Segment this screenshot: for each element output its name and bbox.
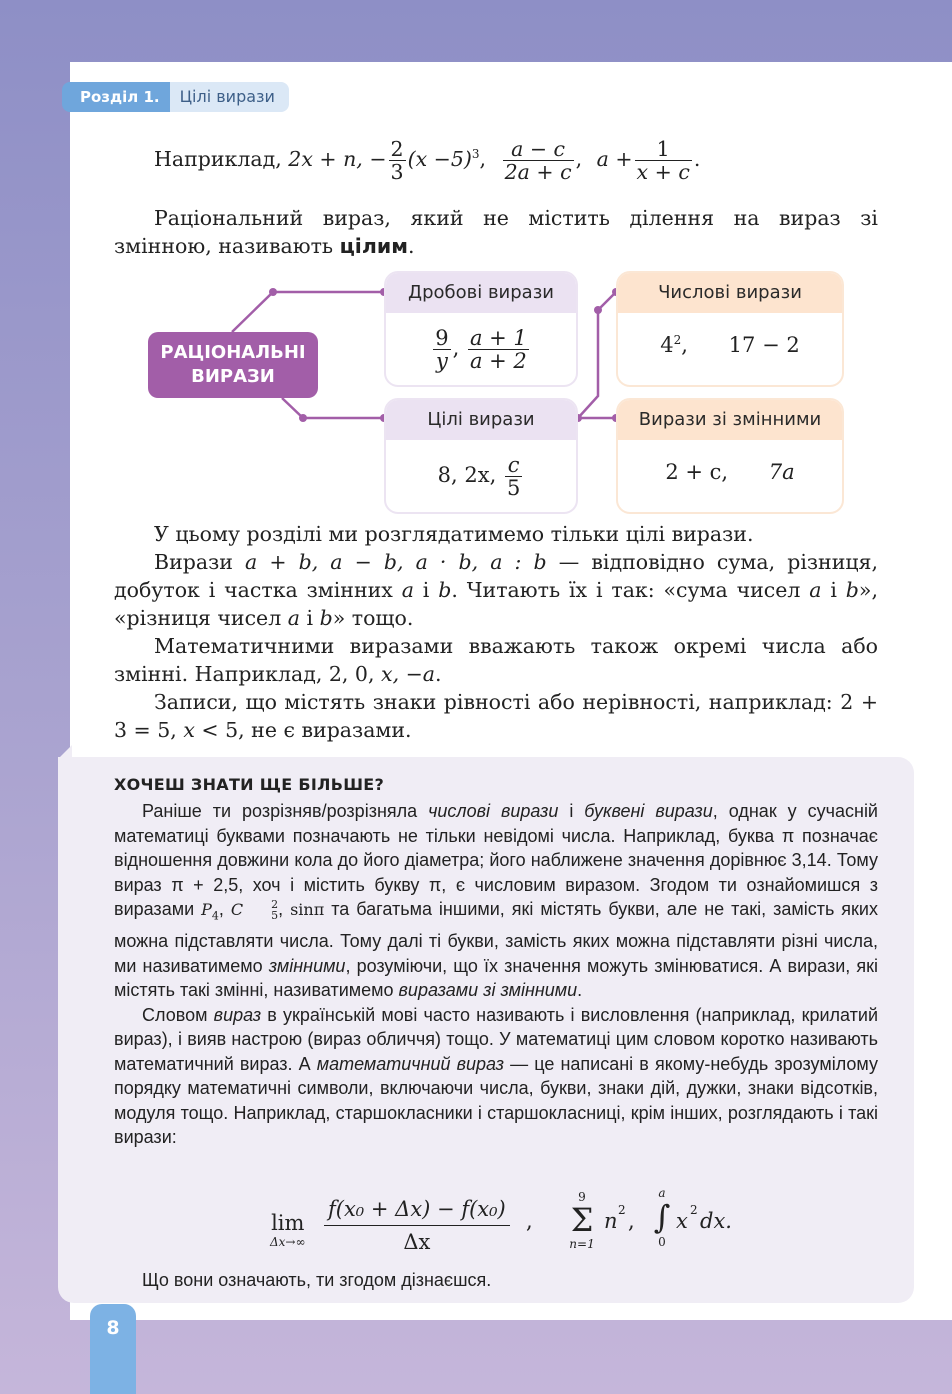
math-sub: 5 [271, 909, 279, 923]
classification-diagram [0, 0, 952, 520]
fraction-denominator: y [435, 349, 448, 373]
advanced-formulas [258, 1187, 818, 1267]
paragraph-4 [114, 688, 878, 744]
know-more-body [114, 799, 878, 1150]
variables-second: 7a [768, 460, 795, 484]
integer-expressions-box [384, 398, 578, 514]
topic-label: Цілі вирази [170, 82, 289, 112]
example-1: 2x + n, [288, 147, 363, 171]
integer-title: Цілі вирази [386, 400, 576, 440]
variables-first: 2 + c, [665, 460, 729, 484]
paragraph-2 [114, 548, 878, 632]
italic-run: виразами зі змінними [398, 980, 578, 1001]
definition-text: Раціональний вираз, який не містить ділення на вираз зі змінною, називають [114, 206, 878, 258]
integral-body: x [676, 1209, 688, 1233]
numeric-title: Числові вирази [618, 273, 842, 313]
text-run: , [218, 899, 231, 919]
connector-dot [269, 288, 277, 296]
fraction-numerator: 9 [435, 326, 449, 350]
integral-icon: ∫ [653, 1198, 671, 1236]
text-run: — це написані в якому-небудь зрозумілому порядку математичні символи, включаючи числа, букви, знаки дій, дужки, знаки відсотків, модуля тощо. Наприклад, старшокласники і старшокласниці, крім інших, розглядають і такі вирази: [114, 1053, 878, 1148]
fraction-c-5 [505, 454, 522, 499]
fraction-numerator: c [505, 454, 522, 477]
integral-exponent: 2 [690, 1203, 698, 1217]
limit-label: lim [271, 1211, 305, 1235]
sum-exponent: 2 [618, 1203, 626, 1217]
math-sub: 4 [211, 909, 219, 923]
root-line-1: РАЦІОНАЛЬНІ [160, 342, 306, 363]
numeric-examples [618, 313, 842, 357]
connector-dot [594, 306, 602, 314]
comma: , [681, 333, 688, 357]
know-more-box [58, 757, 914, 1303]
text-run: Раніше ти розрізняв/розрізняла [142, 801, 429, 821]
sigma-icon: Σ [570, 1201, 594, 1239]
paragraph-1 [114, 520, 878, 548]
math-run: b [845, 578, 859, 602]
text-run: » тощо. [332, 606, 414, 630]
example-2-tail: (x −5) [407, 147, 472, 171]
text-run: Вирази [154, 550, 246, 574]
integer-examples [386, 440, 576, 499]
italic-run: змінними [268, 955, 346, 976]
text-run: та багатьма іншими, які містять букви, але не такі, замість яких можна підставляти числа. Тому далі ті букви, замість яких можна підставляти різні числа, ми називатимемо [114, 899, 878, 976]
page-number: 8 [90, 1304, 136, 1394]
example-2-exponent: 3 [471, 147, 480, 162]
rational-expressions-node [148, 332, 318, 398]
integral-upper: a [658, 1186, 666, 1200]
sum-lower: n=1 [569, 1237, 595, 1251]
example-4-lead: a + [596, 147, 633, 171]
examples-lead: Наприклад, [154, 147, 282, 171]
math-run: x, −a [381, 662, 436, 686]
fractional-title: Дробові вирази [386, 273, 576, 313]
numeric-base: 4 [660, 333, 674, 357]
paragraph-1-text: У цьому розділі ми розглядатимемо тільки цілі вирази. [154, 522, 754, 546]
integral-dx: dx. [700, 1209, 732, 1233]
text-run: і [413, 578, 439, 602]
math-p: P [201, 900, 212, 919]
math-sin: sinπ [290, 900, 325, 919]
math-c: C [230, 900, 244, 919]
fraction-denominator: Δx [403, 1230, 431, 1254]
math-sup: 2 [271, 898, 279, 912]
fraction-denominator: x + c [636, 160, 690, 184]
fraction-9-y [433, 327, 450, 372]
text-run: », «різниця чисел [114, 578, 878, 630]
variable-expressions-box [616, 398, 844, 514]
variables-examples [618, 440, 842, 484]
fractional-examples [386, 313, 576, 372]
math-run: b [319, 606, 333, 630]
info-paragraph-1 [114, 799, 878, 1003]
text-run: в українській мові часто називають і висловлення (наприклад, крилатий вираз), і вияв настрою (вираз обличчя) тощо. У математиці цим словом коротко називають математичний вираз. А [114, 1004, 878, 1074]
sum-body: n [604, 1209, 618, 1233]
numeric-exponent: 2 [673, 333, 682, 347]
math-run: a [401, 578, 414, 602]
text-run: , [278, 899, 291, 919]
text-run: Словом [142, 1004, 214, 1025]
know-more-title: ХОЧЕШ ЗНАТИ ЩЕ БІЛЬШЕ? [114, 775, 385, 794]
text-run: і [299, 606, 320, 630]
text-run: , розуміючи, що їх значення можуть змінюватися. А вирази, які містять такі змінні, називатимемо [114, 955, 878, 1001]
integral-lower: 0 [658, 1235, 666, 1249]
paragraph-3 [114, 632, 878, 688]
connector-fractional [232, 292, 384, 332]
main-text [114, 520, 878, 744]
fraction-numerator: f(x₀ + Δx) − f(x₀) [324, 1193, 510, 1226]
root-line-2: ВИРАЗИ [191, 366, 275, 387]
fraction-numerator: a − c [503, 138, 574, 161]
fraction-a1-a2 [468, 327, 529, 372]
text-run: і [558, 801, 585, 821]
fraction-numerator: 2 [390, 137, 404, 161]
italic-run: буквені вирази [584, 801, 713, 821]
text-run: Математичними виразами вважають також окремі числа або змінні. Наприклад, 2, 0, [114, 634, 878, 686]
text-run: < 5, не є виразами. [194, 718, 412, 742]
connector-dot [299, 414, 307, 422]
integral-operator [650, 1187, 674, 1249]
sum-operator [562, 1191, 602, 1251]
fraction-denominator: 3 [390, 160, 404, 184]
text-run: . [577, 980, 583, 1001]
definition-bold: цілим [339, 234, 408, 258]
period: . [693, 147, 701, 171]
text-run: , однак у сучасній математиці буквами позначають не тільки невідомі числа. Наприклад, буква π позначає відношення довжини кола до його діаметра; його наближене значення дорівнює 3,14. Тому вираз π + 2,5, хоч і містить букву π, є числовим виразом. Згодом ти ознайомишся з виразами [114, 801, 878, 919]
italic-run: числові вирази [428, 801, 559, 821]
chapter-label: Розділ 1. [62, 82, 170, 112]
fraction-numerator: 1 [635, 138, 692, 161]
numeric-expressions-box [616, 271, 844, 387]
italic-run: математичний вираз [316, 1053, 505, 1074]
closing-sentence: Що вони означають, ти згодом дізнаєшся. [142, 1270, 492, 1290]
text-run: і [821, 578, 846, 602]
comma: , [452, 336, 460, 360]
limit-fraction [324, 1193, 510, 1258]
comma: , [575, 147, 583, 171]
numeric-second: 17 − 2 [728, 333, 800, 357]
math-run: b [438, 578, 452, 602]
definition-end: . [407, 234, 415, 258]
math-c-indices [243, 899, 278, 921]
fraction-denominator: 2a + c [504, 160, 572, 184]
minus-sign: − [369, 147, 387, 171]
fraction-denominator: 5 [506, 476, 521, 500]
fraction-denominator: a + 2 [469, 349, 527, 373]
connector-integer [282, 398, 384, 418]
fraction-numerator: a + 1 [469, 326, 527, 350]
text-run: — відповідно сума, різниця, добуток і частка змінних [114, 550, 879, 602]
variables-title: Вирази зі змінними [618, 400, 842, 440]
math-run: a + b, a − b, a · b, a : b [245, 550, 547, 574]
text-run: . [435, 662, 442, 686]
sum-upper: 9 [578, 1190, 586, 1204]
comma: , [479, 147, 487, 171]
comma: , [526, 1209, 533, 1233]
fractional-expressions-box [384, 271, 578, 387]
info-paragraph-2 [114, 1003, 878, 1150]
integer-text: 8, 2x, [437, 463, 497, 487]
math-run: a [809, 578, 822, 602]
text-run: Записи, що містять знаки рівності або нерівності, наприклад: 2 + 3 = 5, [114, 690, 878, 742]
limit-subscript: Δx→∞ [270, 1235, 306, 1249]
comma: , [628, 1209, 635, 1233]
limit-operator [270, 1211, 305, 1249]
math-run: a [287, 606, 300, 630]
italic-run: вираз [213, 1004, 262, 1025]
math-run: x [183, 718, 195, 742]
text-run: . Читають їх і так: «сума чисел [451, 578, 810, 602]
